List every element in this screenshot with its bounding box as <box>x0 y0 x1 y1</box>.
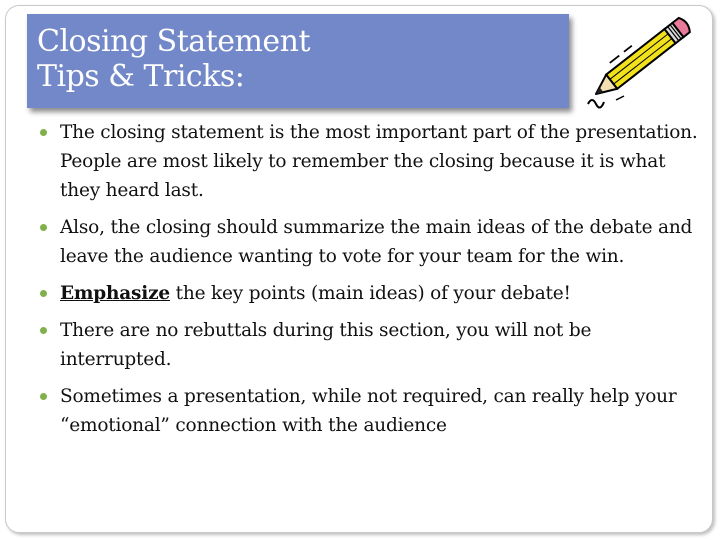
title-box <box>27 14 569 108</box>
list-item <box>40 316 700 374</box>
bullet-dot <box>40 129 47 136</box>
list-item <box>40 382 700 440</box>
bullet-dot <box>40 290 47 297</box>
bullet-dot <box>40 327 47 334</box>
title-line-2: Tips & Tricks: <box>37 59 245 94</box>
bullet-text: the key points (main ideas) of your debate! <box>169 283 571 304</box>
title-line-1: Closing Statement <box>37 24 311 59</box>
bullet-text: The closing statement is the most important part of the presentation. People are most likely to remember the closing because it is what they heard last. <box>60 122 698 201</box>
pencil-icon <box>582 12 694 110</box>
slide-title <box>37 24 310 94</box>
bullet-dot <box>40 224 47 231</box>
bullet-text: There are no rebuttals during this section, you will not be interrupted. <box>60 320 592 370</box>
list-item <box>40 279 700 308</box>
bullet-text: Also, the closing should summarize the main ideas of the debate and leave the audience wanting to vote for your team for the win. <box>60 217 693 267</box>
list-item <box>40 213 700 271</box>
bullet-dot <box>40 393 47 400</box>
bullet-text: Sometimes a presentation, while not required, can really help your “emotional” connection with the audience <box>60 386 677 436</box>
list-item <box>40 118 700 205</box>
emphasis-word: Emphasize <box>60 283 170 304</box>
bullet-list <box>40 118 700 448</box>
